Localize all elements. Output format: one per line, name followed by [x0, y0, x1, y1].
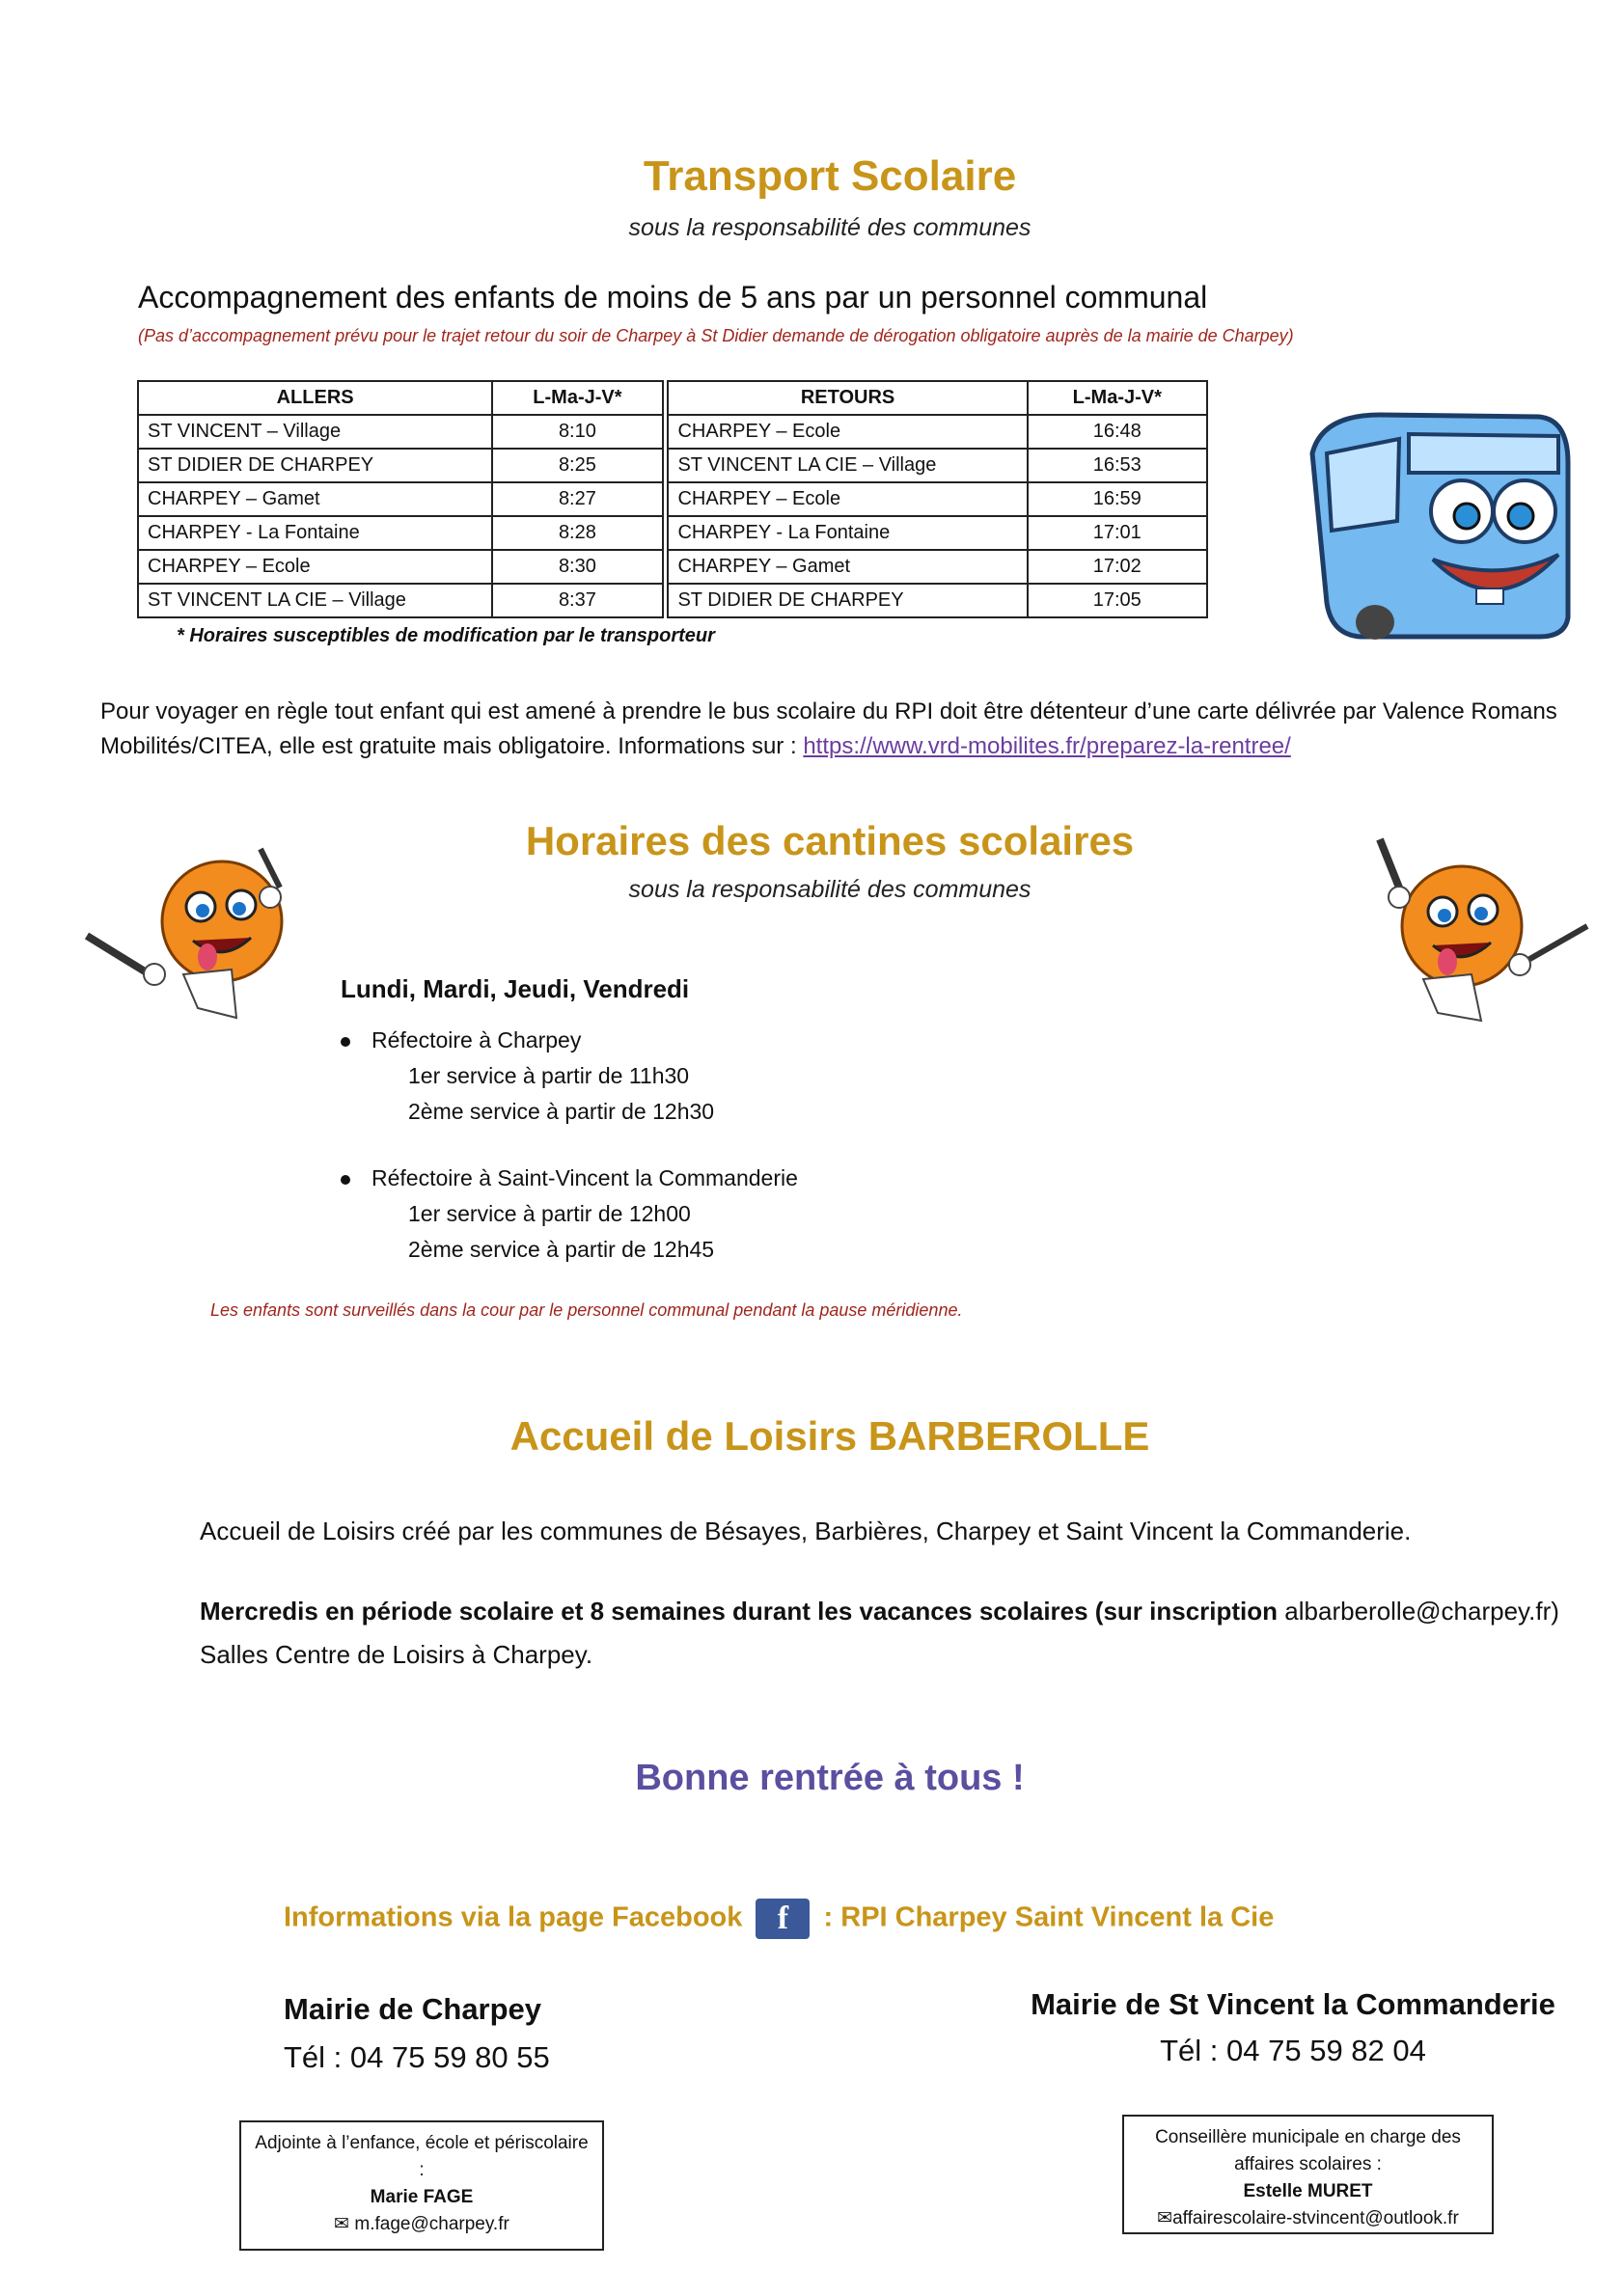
transport-title: Transport Scolaire — [643, 152, 1017, 200]
mairie-stvincent-name: Mairie de St Vincent la Commanderie — [1031, 1987, 1555, 2021]
bus-illustration — [1293, 396, 1582, 646]
cantine-title: Horaires des cantines scolaires — [525, 818, 1135, 863]
table-row — [138, 415, 1207, 449]
table-row — [138, 550, 1207, 584]
aller-stop: CHARPEY – Ecole — [138, 550, 492, 584]
retour-stop: ST DIDIER DE CHARPEY — [668, 584, 1027, 617]
facebook-icon: f — [756, 1899, 810, 1939]
loisirs-line3: Salles Centre de Loisirs à Charpey. — [200, 1640, 593, 1669]
greeting: Bonne rentrée à tous ! — [635, 1758, 1025, 1798]
mairie-charpey-tel: Tél : 04 75 59 80 55 — [284, 2040, 550, 2074]
loisirs-schedule: Mercredis en période scolaire et 8 semaines durant les vacances scolaires (sur inscription — [200, 1597, 1279, 1626]
retour-time: 17:02 — [1028, 550, 1207, 584]
loisirs-line2 — [200, 1597, 1559, 1626]
list-item — [341, 1161, 798, 1196]
aller-stop: CHARPEY – Gamet — [138, 482, 492, 516]
contact-email[interactable]: m.fage@charpey.fr — [354, 2214, 509, 2234]
table-row — [138, 482, 1207, 516]
aller-stop: CHARPEY - La Fontaine — [138, 516, 492, 550]
table-header-row — [138, 381, 1207, 415]
contact-email[interactable]: affairescolaire-stvincent@outlook.fr — [1172, 2208, 1459, 2228]
service-second: 2ème service à partir de 12h45 — [408, 1237, 715, 1262]
service-second: 2ème service à partir de 12h30 — [408, 1099, 715, 1124]
mairie-charpey-name: Mairie de Charpey — [284, 1992, 542, 2026]
vrd-mobilites-link[interactable]: https://www.vrd-mobilites.fr/preparez-la-rentree/ — [803, 733, 1291, 759]
table-row — [138, 516, 1207, 550]
mail-icon: ✉ — [334, 2214, 355, 2234]
header-retours: RETOURS — [668, 381, 1027, 415]
mail-icon: ✉ — [1157, 2208, 1173, 2228]
card-paragraph — [100, 695, 1557, 764]
refectory-name: Réfectoire à Charpey — [371, 1027, 582, 1052]
retour-time: 17:01 — [1028, 516, 1207, 550]
contact-box-stvincent — [1122, 2115, 1494, 2234]
transport-subtitle: sous la responsabilité des communes — [628, 214, 1032, 241]
service-first: 1er service à partir de 12h00 — [408, 1201, 691, 1226]
cantine-subtitle: sous la responsabilité des communes — [628, 876, 1032, 903]
refectory-list — [341, 1023, 798, 1268]
bus-schedule-table — [137, 380, 1208, 618]
table-footnote: * Horaires susceptibles de modification par le transporteur — [177, 625, 715, 646]
retour-stop: ST VINCENT LA CIE – Village — [668, 449, 1027, 482]
retour-stop: CHARPEY – Gamet — [668, 550, 1027, 584]
contact-email-row — [251, 2211, 592, 2238]
loisirs-title: Accueil de Loisirs BARBEROLLE — [509, 1413, 1150, 1459]
bullet-icon — [341, 1175, 350, 1185]
mairie-stvincent-tel: Tél : 04 75 59 82 04 — [1160, 2034, 1426, 2067]
header-retours-days: L-Ma-J-V* — [1028, 381, 1207, 415]
loisirs-email[interactable]: albarberolle@charpey.fr) — [1284, 1597, 1559, 1626]
contact-person: Estelle MURET — [1243, 2181, 1373, 2201]
aller-stop: ST VINCENT – Village — [138, 415, 492, 449]
cook-emoji-icon — [1346, 830, 1597, 1023]
facebook-prefix: Informations via la page Facebook — [284, 1901, 743, 1933]
aller-time: 8:10 — [492, 415, 662, 449]
retour-time: 16:53 — [1028, 449, 1207, 482]
retour-stop: CHARPEY – Ecole — [668, 415, 1027, 449]
aller-time: 8:25 — [492, 449, 662, 482]
facebook-suffix: : RPI Charpey Saint Vincent la Cie — [823, 1901, 1275, 1933]
contact-person: Marie FAGE — [370, 2187, 474, 2207]
aller-time: 8:37 — [492, 584, 662, 617]
aller-time: 8:27 — [492, 482, 662, 516]
facebook-line — [284, 1899, 1274, 1939]
retour-time: 16:59 — [1028, 482, 1207, 516]
card-text: Pour voyager en règle tout enfant qui est amené à prendre le bus scolaire du RPI doit être détenteur d’une carte délivrée par Valence Romans Mobilités/CITEA, elle est gratuite mais obligatoire. Informations sur : — [100, 698, 1557, 759]
accompaniment-text: Accompagnement des enfants de moins de 5 ans par un personnel communal — [138, 280, 1208, 314]
refectory-name: Réfectoire à Saint-Vincent la Commanderie — [371, 1165, 798, 1190]
retour-time: 16:48 — [1028, 415, 1207, 449]
accompaniment-note: (Pas d’accompagnement prévu pour le trajet retour du soir de Charpey à St Didier demande de dérogation obligatoire auprès de la mairie de Charpey) — [138, 326, 1294, 345]
table-row — [138, 449, 1207, 482]
cantine-days: Lundi, Mardi, Jeudi, Vendredi — [341, 974, 690, 1003]
retour-stop: CHARPEY - La Fontaine — [668, 516, 1027, 550]
header-allers-days: L-Ma-J-V* — [492, 381, 662, 415]
cook-emoji-icon — [77, 830, 318, 1023]
aller-stop: ST DIDIER DE CHARPEY — [138, 449, 492, 482]
contact-box-charpey — [239, 2120, 604, 2251]
cantine-note: Les enfants sont surveillés dans la cour par le personnel communal pendant la pause méridienne. — [210, 1300, 963, 1320]
loisirs-line1: Accueil de Loisirs créé par les communes de Bésayes, Barbières, Charpey et Saint Vincent la Commanderie. — [200, 1517, 1412, 1545]
contact-email-row — [1134, 2205, 1482, 2232]
list-item — [341, 1023, 798, 1058]
contact-role: Conseillère municipale en charge des affaires scolaires : — [1155, 2127, 1461, 2174]
bullet-icon — [341, 1037, 350, 1047]
retour-time: 17:05 — [1028, 584, 1207, 617]
retour-stop: CHARPEY – Ecole — [668, 482, 1027, 516]
table-row — [138, 584, 1207, 617]
service-first: 1er service à partir de 11h30 — [408, 1063, 690, 1088]
contact-role: Adjointe à l’enfance, école et périscolaire : — [255, 2133, 589, 2180]
aller-time: 8:30 — [492, 550, 662, 584]
aller-time: 8:28 — [492, 516, 662, 550]
aller-stop: ST VINCENT LA CIE – Village — [138, 584, 492, 617]
header-allers: ALLERS — [138, 381, 492, 415]
